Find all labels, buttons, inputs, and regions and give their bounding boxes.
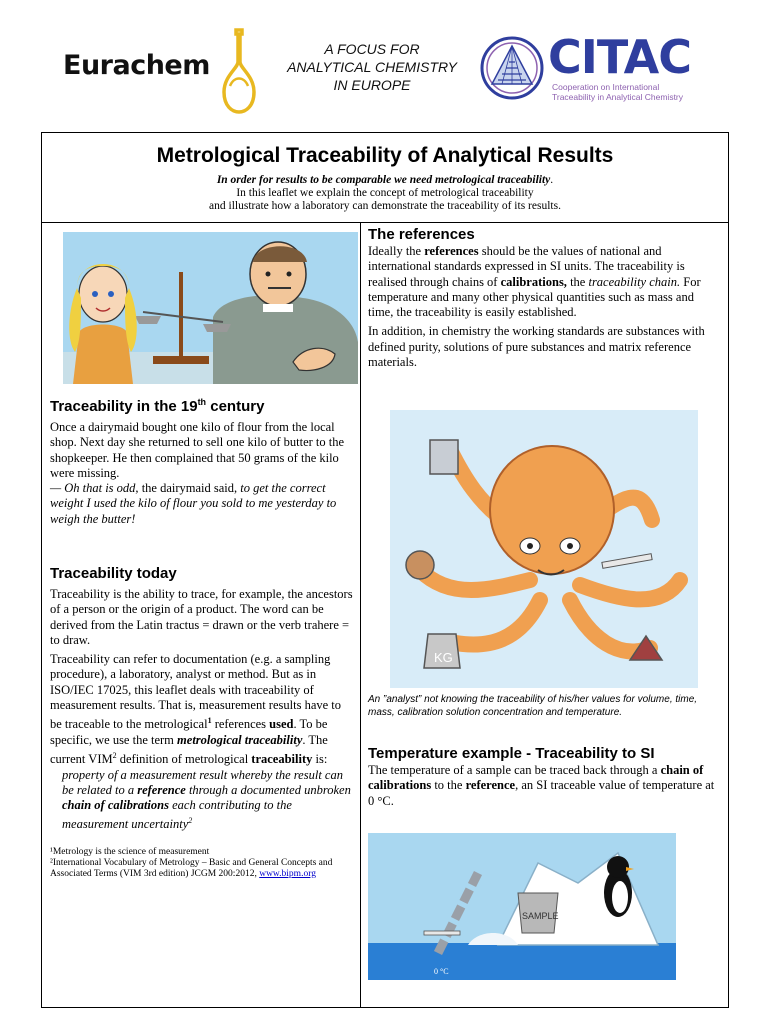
quote-text: the dairymaid said, [138, 481, 241, 496]
text: to the [431, 778, 466, 793]
section-traceability-today [50, 565, 355, 880]
zero-degrees-label: 0 °C [434, 967, 449, 976]
text: For temperature and many other physical quantities such as mass and time, the traceability is easily established. [368, 274, 701, 320]
divider [42, 222, 728, 223]
column-divider [360, 222, 361, 1008]
section-heading: Temperature example - Traceability to SI [368, 745, 655, 762]
eurachem-logo: Eurachem [63, 50, 210, 81]
today-paragraph [50, 652, 355, 767]
text: ²International Vocabulary of Metrology – Basic and General Concepts and Associated Terms (VIM 3rd edition) JCGM 200:2012, [50, 857, 333, 879]
sample-label: SAMPLE [522, 911, 559, 921]
references-paragraph [368, 244, 720, 320]
heading-text: century [206, 398, 265, 415]
section-temperature-example [368, 745, 720, 809]
flask-logo-icon [218, 28, 260, 114]
text: is: [312, 752, 328, 767]
citac-subtitle [552, 82, 732, 102]
page-title: Metrological Traceability of Analytical Results [156, 144, 614, 167]
intro-line: In this leaflet we explain the concept of metrological traceability [236, 187, 534, 199]
text: through a documented unbroken [185, 782, 351, 797]
text: . To be specific, we use the term [50, 717, 328, 747]
heading-text: Traceability in the 19 [50, 398, 198, 415]
tagline-line: IN EUROPE [333, 77, 411, 93]
text: chain of calibrations [62, 798, 169, 813]
text: metrological traceability [177, 732, 303, 747]
text: definition of metrological [116, 752, 252, 767]
footnote-ref: 2 [188, 816, 193, 826]
text: traceability chain. [588, 274, 681, 289]
text: references [424, 244, 479, 258]
heading-superscript: th [197, 397, 207, 407]
story-paragraph: Once a dairymaid bought one kilo of flour from the local shop. Next day she returned to sell one kilo of butter to the shopkeeper. He then complained that 50 grams of the kilo were missing. [50, 420, 345, 480]
citac-subtitle-line: Cooperation on International [552, 82, 660, 92]
section-19th-century [50, 397, 355, 527]
today-paragraph: Traceability is the ability to trace, for example, the ancestors of a person or the origin of a product. The word can be derived from the Latin tractus = drawn or the verb trahere = to draw. [50, 587, 353, 647]
intro [42, 174, 728, 213]
tagline-line: ANALYTICAL CHEMISTRY [287, 59, 457, 75]
section-references [368, 226, 720, 370]
text: . The current VIM [50, 732, 328, 767]
text: should be the values of national and international standards expressed in SI units. The traceability is realised through chains of [368, 244, 685, 289]
text: the [566, 274, 589, 289]
page-header [0, 0, 768, 125]
text: The temperature of a sample can be traced back through a [368, 763, 661, 777]
quote-text: — Oh that is odd, [50, 481, 139, 496]
octopus-caption: An ”analyst” not knowing the traceability of his/her values for volume, time, mass, calibration solution concentration and temperature. [368, 694, 698, 718]
text: Traceability can refer to documentation (e.g. a sampling procedure), a laboratory, analyst or method. But as in ISO/IEC 17025, this leaflet deals with traceability of measurement results. That is, measurement results have to be traceable to the metrological [50, 652, 342, 732]
text: reference [137, 782, 186, 797]
text: each contributing to the measurement uncertainty [62, 798, 292, 832]
section-heading [50, 397, 355, 415]
intro-lead: In order for results to be comparable we need metrological traceability [216, 174, 551, 186]
kg-weight-label: KG [434, 650, 453, 665]
tagline [272, 40, 472, 94]
temperature-paragraph [368, 763, 720, 809]
footnotes [50, 847, 355, 880]
intro-lead-line: In order for results to be comparable we need metrological traceability. [216, 174, 554, 186]
text: , an SI traceable value of temperature at 0 °C. [368, 778, 715, 808]
text: reference [465, 778, 516, 793]
footnote [50, 858, 355, 880]
citac-logo: CITAC [548, 30, 692, 84]
citac-emblem-icon [480, 36, 544, 100]
tagline-line: A FOCUS FOR [324, 41, 420, 57]
octopus-cartoon-image [390, 410, 698, 688]
footnote-ref: 2 [112, 751, 117, 761]
text: chain of calibrations [368, 763, 704, 793]
quote-text: to get the correct weight I used the kilo of flour you sold to me yesterday to weigh the butter! [50, 481, 337, 526]
text: calibrations, [500, 274, 567, 289]
intro-line: and illustrate how a laboratory can demonstrate the traceability of its results. [209, 200, 561, 212]
text: used [269, 717, 294, 732]
text: references [211, 717, 270, 732]
text: traceability [251, 752, 313, 767]
story-quote [50, 481, 355, 527]
citac-subtitle-line: Traceability in Analytical Chemistry [552, 92, 684, 102]
vim-definition [62, 768, 355, 833]
iceberg-cartoon-image [368, 833, 676, 980]
shop-cartoon-image [63, 232, 358, 384]
footnote-ref: 1 [207, 716, 212, 726]
section-heading: The references [368, 226, 475, 243]
text: property of a measurement result whereby the result can be related to a [62, 767, 343, 797]
section-heading: Traceability today [50, 565, 177, 582]
footnote: ¹Metrology is the science of measurement [50, 846, 210, 857]
text: Ideally the [368, 244, 425, 258]
references-paragraph: In addition, in chemistry the working standards are substances with defined purity, solutions of pure substances and matrix reference materials. [368, 324, 705, 370]
bipm-link[interactable]: www.bipm.org [259, 868, 316, 879]
